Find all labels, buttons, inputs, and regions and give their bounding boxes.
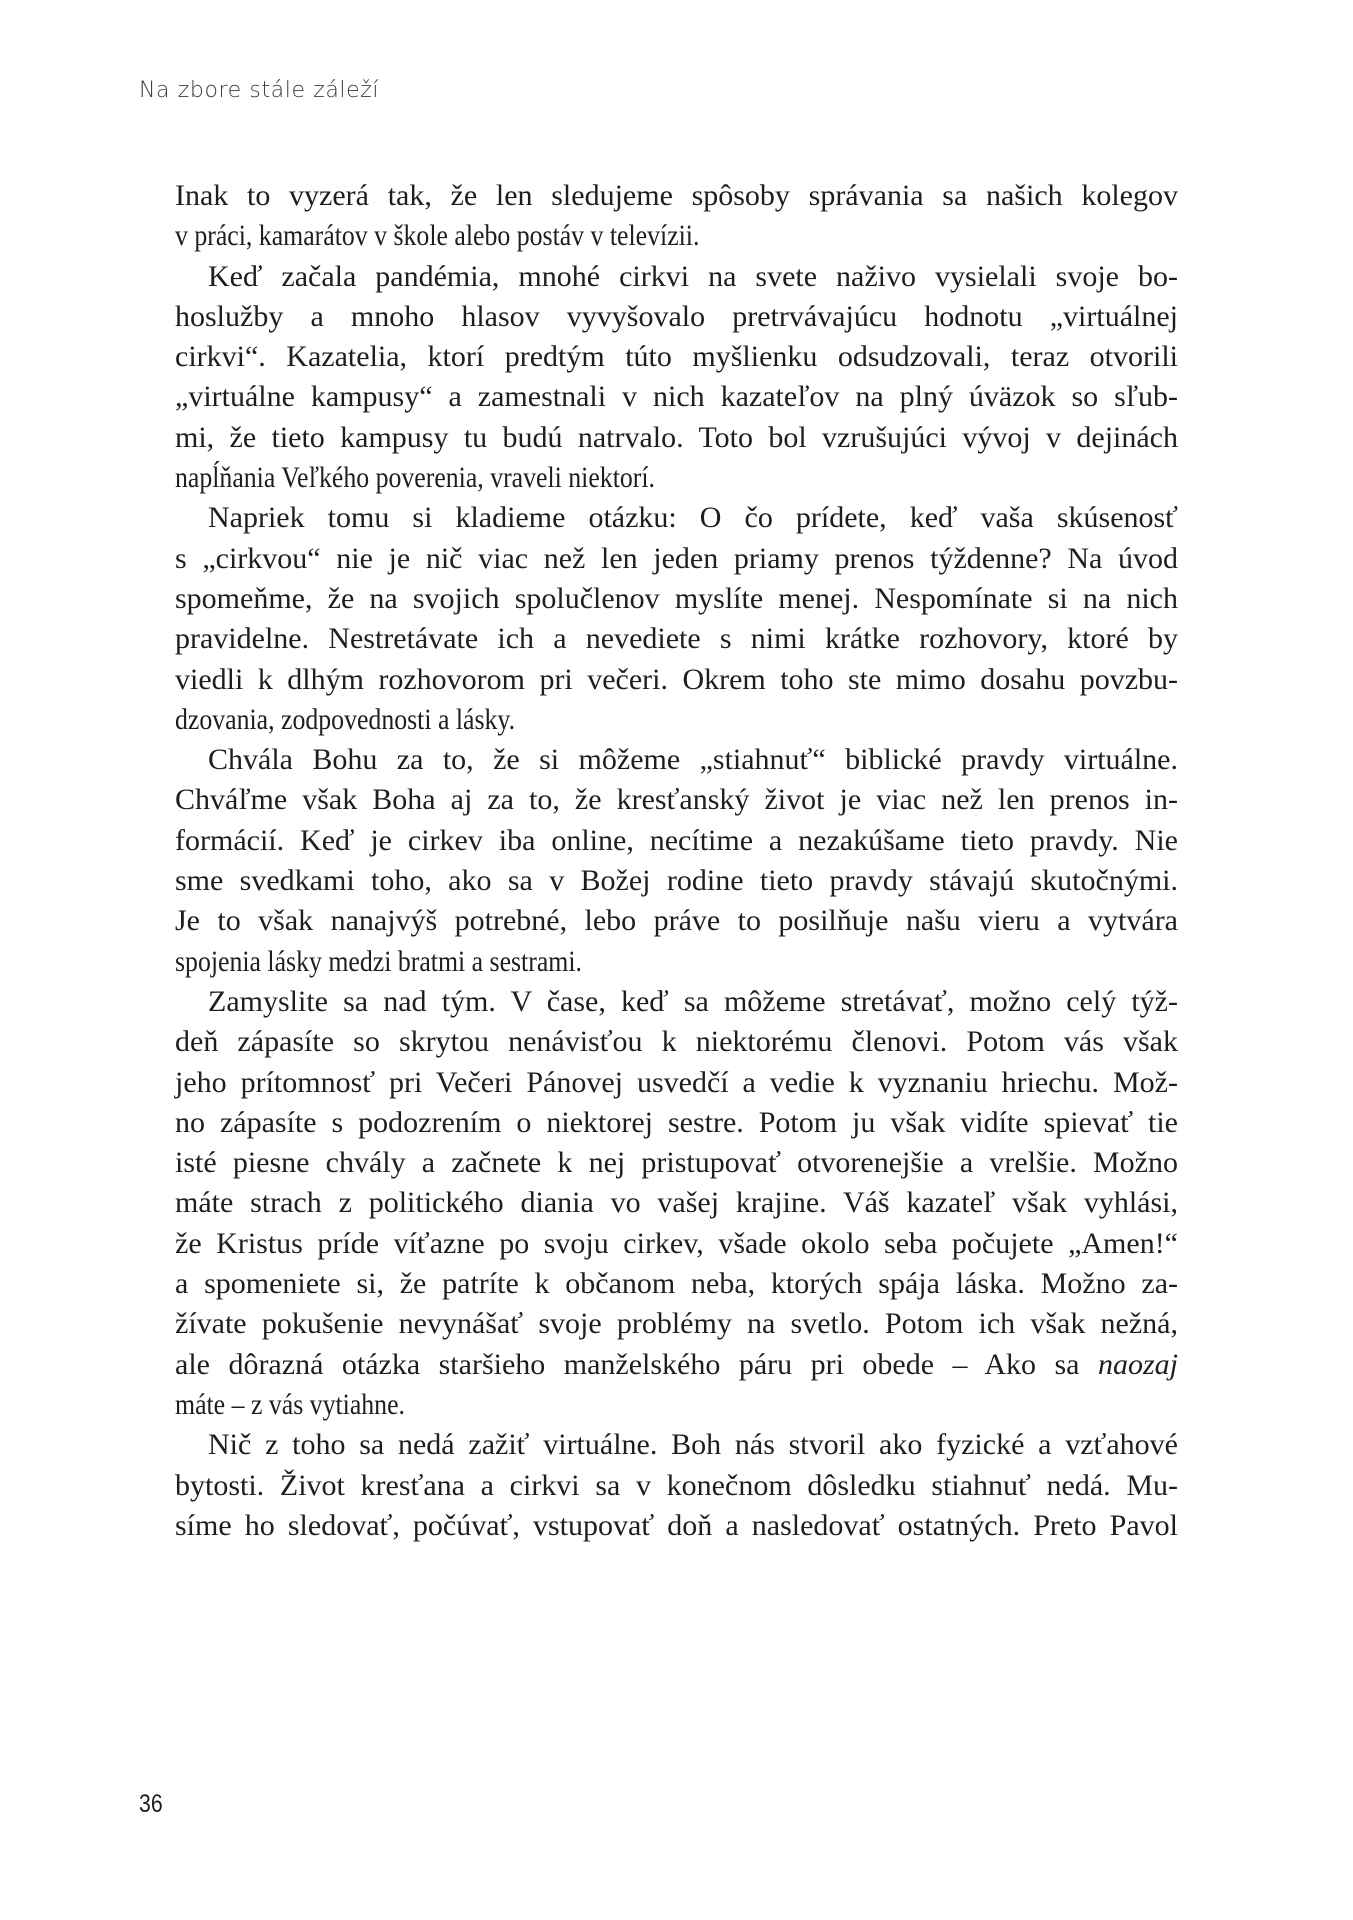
text-line: žívate pokušenie nevynášať svoje problémy na svetlo. Potom ich však nežná, xyxy=(175,1307,1178,1341)
paragraph-start-line: Chvála Bohu za to, že si môžeme „stiahnuť“ biblické pravdy virtuálne. xyxy=(208,743,1178,777)
text-line: isté piesne chvály a začnete k nej pristupovať otvorenejšie a vrelšie. Možno xyxy=(175,1146,1178,1180)
page-number: 36 xyxy=(139,1790,163,1818)
text-line: máte strach z politického diania vo vašej krajine. Váš kazateľ však vyhlási, xyxy=(175,1186,1178,1220)
text-line: napĺňania Veľkého poverenia, vraveli niektorí. xyxy=(175,461,655,495)
text-line: mi, že tieto kampusy tu budú natrvalo. Toto bol vzrušujúci vývoj v dejinách xyxy=(175,420,1178,454)
text-line-with-emphasis xyxy=(175,1345,1178,1385)
text-line: deň zápasíte so skrytou nenávisťou k niektorému členovi. Potom vás však xyxy=(175,1025,1178,1059)
text-line: Je to však nanajvýš potrebné, lebo práve to posilňuje našu vieru a vytvára xyxy=(175,904,1178,938)
text-line: viedli k dlhým rozhovorom pri večeri. Okrem toho ste mimo dosahu povzbu- xyxy=(175,662,1178,696)
text-line: Inak to vyzerá tak, že len sledujeme spôsoby správania sa našich kolegov xyxy=(175,179,1178,212)
paragraph-start-line: Nič z toho sa nedá zažiť virtuálne. Boh nás stvoril ako fyzické a vzťahové xyxy=(208,1428,1178,1462)
text-line: pravidelne. Nestretávate ich a nevediete s nimi krátke rozhovory, ktoré by xyxy=(175,622,1178,656)
text-line: dzovania, zodpovednosti a lásky. xyxy=(175,702,516,736)
running-head-title: Na zbore stále záleží xyxy=(139,78,380,103)
text-line: Chváľme však Boha aj za to, že kresťanský život je viac než len prenos in- xyxy=(175,783,1178,817)
text-run: ale dôrazná otázka staršieho manželského páru pri obede – Ako sa xyxy=(175,1347,1098,1381)
text-line: síme ho sledovať, počúvať, vstupovať doň a nasledovať ostatných. Preto Pavol xyxy=(175,1508,1178,1542)
text-line: cirkvi“. Kazatelia, ktorí predtým túto myšlienku odsudzovali, teraz otvorili xyxy=(175,340,1178,374)
text-line: „virtuálne kampusy“ a zamestnali v nich kazateľov na plný úväzok so sľub- xyxy=(175,380,1178,414)
text-line: a spomeniete si, že patríte k občanom neba, ktorých spája láska. Možno za- xyxy=(175,1267,1178,1301)
text-line: no zápasíte s podozrením o niektorej sestre. Potom ju však vidíte spievať tie xyxy=(175,1105,1178,1139)
paragraph-start-line: Napriek tomu si kladieme otázku: O čo prídete, keď vaša skúsenosť xyxy=(208,501,1178,535)
text-line: máte – z vás vytiahne. xyxy=(175,1387,405,1421)
text-line: hoslužby a mnoho hlasov vyvyšovalo pretrvávajúcu hodnotu „virtuálnej xyxy=(175,299,1178,333)
text-line: s „cirkvou“ nie je nič viac než len jeden priamy prenos týždenne? Na úvod xyxy=(175,541,1178,575)
body-text xyxy=(175,176,1178,1546)
text-line: spojenia lásky medzi bratmi a sestrami. xyxy=(175,944,582,978)
text-line: spomeňme, že na svojich spolučlenov myslíte menej. Nespomínate si na nich xyxy=(175,581,1178,615)
text-line: formácií. Keď je cirkev iba online, necítime a nezakúšame tieto pravdy. Nie xyxy=(175,823,1178,857)
text-line: bytosti. Život kresťana a cirkvi sa v konečnom dôsledku stiahnuť nedá. Mu- xyxy=(175,1468,1178,1502)
text-line: jeho prítomnosť pri Večeri Pánovej usvedčí a vedie k vyznaniu hriechu. Mož- xyxy=(175,1065,1178,1099)
paragraph-start-line: Zamyslite sa nad tým. V čase, keď sa môžeme stretávať, možno celý týž- xyxy=(208,984,1178,1018)
emphasis-naozaj: naozaj xyxy=(1097,1347,1178,1381)
text-line: že Kristus príde víťazne po svoju cirkev, všade okolo seba počujete „Amen!“ xyxy=(175,1226,1178,1260)
paragraph-start-line: Keď začala pandémia, mnohé cirkvi na svete naživo vysielali svoje bo- xyxy=(208,259,1178,293)
text-line: sme svedkami toho, ako sa v Božej rodine tieto pravdy stávajú skutočnými. xyxy=(175,864,1178,898)
text-line: v práci, kamarátov v škole alebo postáv v televízii. xyxy=(175,219,700,253)
